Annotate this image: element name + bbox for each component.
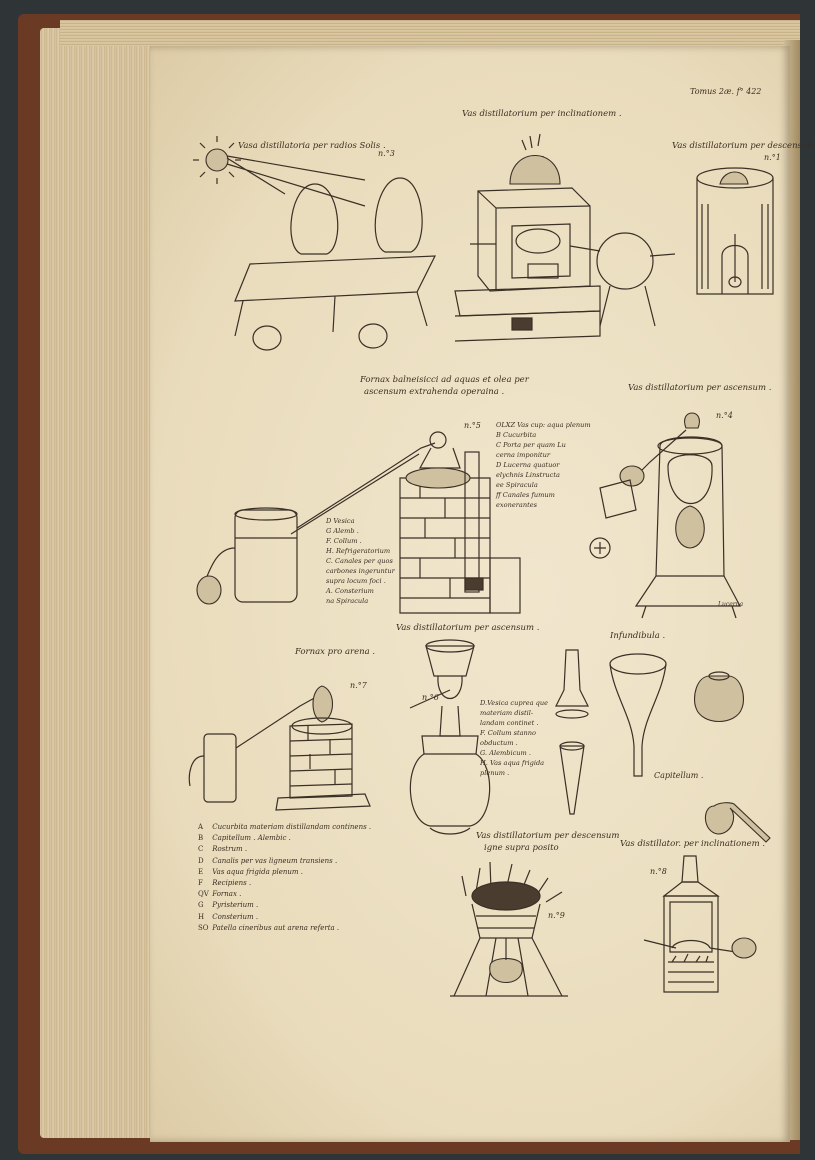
fig5-labels-right [496, 420, 591, 510]
alembic-parts [552, 646, 592, 846]
legend-text: Capitellum . Alembic . [212, 834, 291, 843]
fig5-label: exonerantes [496, 501, 538, 509]
legend-row [198, 889, 371, 900]
fig5-label: na Spiracula [326, 597, 369, 605]
fig4-ascent-lamp-furnace [590, 406, 780, 621]
fig5-label: G Alemb . [326, 527, 359, 535]
legend-row [198, 900, 371, 911]
legend-key: B [198, 834, 204, 843]
fig9-title-line1: Vas distillatorium per descensum [476, 831, 620, 841]
legend-list [198, 822, 371, 934]
fig8-inclination-furnace [636, 852, 776, 1002]
legend-key: C [198, 845, 204, 854]
fig9-number: n.°9 [548, 911, 565, 920]
fig5-label: carbones ingeruntur [326, 567, 395, 575]
fig4-title: Vas distillatorium per ascensum . [628, 383, 772, 393]
fig4-number: n.°4 [716, 411, 733, 420]
capitellum-label: Capitellum . [654, 771, 704, 780]
fig5-labels-left [326, 516, 395, 606]
sun-icon [206, 149, 228, 171]
page-top-edge [60, 20, 800, 46]
fig5-label: A. Consterium [326, 587, 374, 595]
legend-text: Pyristerium . [212, 901, 259, 910]
legend-text: Canalis per vas ligneum transiens . [212, 856, 338, 865]
legend-text: Cucurbita materiam distillandam continens . [212, 823, 372, 831]
fig3-number: n.°3 [378, 149, 395, 158]
fig5-number: n.°5 [464, 421, 481, 430]
fig1-descent-furnace [690, 164, 780, 304]
fig6-label: materiam distil- [480, 709, 534, 717]
fig5-label: D Lucerna quatuor [496, 461, 560, 469]
funnels-figure [606, 646, 781, 846]
fig6-number: n.°6 [422, 693, 439, 702]
fig5-label: ff Canales fumum [496, 491, 555, 499]
fig7-sand-furnace [180, 666, 385, 811]
fig5-label: F. Collum . [326, 537, 362, 545]
page-header: Tomus 2æ. f° 422 [690, 87, 762, 96]
fig5-title-line1: Fornax balneisicci ad aquas et olea per [360, 375, 529, 385]
fig7-number: n.°7 [350, 681, 367, 690]
fig2-title: Vas distillatorium per inclinationem . [462, 109, 622, 119]
legend-key: QV [198, 890, 209, 899]
fig6-copper-still [400, 636, 490, 836]
legend-text: Fornax . [212, 890, 242, 899]
legend-text: Patella cineribus aut arena referta . [212, 923, 340, 932]
fig5-label: B Cucurbita [496, 431, 537, 439]
fig6-label: plenum . [480, 769, 510, 777]
fig5-label: C. Canales per quos [326, 557, 393, 565]
legend-key: D [198, 856, 204, 865]
legend-text: Rostrum . [212, 845, 248, 854]
fig1-title: Vas distillatorium per descensum [672, 141, 815, 151]
page-edges [40, 28, 158, 1138]
legend-key: H [198, 912, 205, 921]
infundibula-title: Infundibula . [610, 631, 666, 641]
fig5-label: supra locum foci . [326, 577, 386, 585]
fig2-inclination-furnace [450, 136, 675, 336]
fig9-title-line2: igne supra posito [484, 843, 559, 853]
fig5-label: OLXZ Vas cup: aqua plenum [496, 421, 591, 429]
legend-text: Recipiens . [212, 879, 252, 888]
fig7-title: Fornax pro arena . [295, 647, 376, 657]
legend-row [198, 856, 371, 867]
fig8-number: n.°8 [650, 867, 667, 876]
fig6-label: landam continet . [480, 719, 539, 727]
fig3-title: Vasa distillatoria per radios Solis . [238, 141, 386, 151]
legend-row [198, 878, 371, 889]
legend-text: Vas aqua frigida plenum . [212, 867, 303, 876]
fig9-fire-above-still [446, 856, 576, 1006]
legend-row [198, 833, 371, 844]
fig5-label: D Vesica [326, 517, 355, 525]
legend-row [198, 923, 371, 934]
fig5-title-line2: ascensum extrahenda operaina . [364, 387, 505, 397]
fig1-number: n.°1 [764, 153, 781, 162]
legend-row [198, 822, 371, 833]
fig5-label: ee Spiracula [496, 481, 538, 489]
fig6-label: F. Collum stanno [480, 729, 536, 737]
fig6-labels [480, 698, 548, 778]
fig5-label: elychnis Linstructa [496, 471, 560, 479]
fig3-sun-distillation [195, 136, 440, 316]
fig6-label: H. Vas aqua frigida [480, 759, 545, 767]
fig5-label: H. Refrigeratorium [326, 547, 391, 555]
legend-row [198, 867, 371, 878]
legend-row [198, 844, 371, 855]
legend-key: A [198, 823, 204, 831]
fig6-label: G. Alembicum . [480, 749, 531, 757]
legend-row [198, 912, 371, 923]
fig5-label: C Porta per quam Lu [496, 441, 566, 449]
fig6-label: obductum . [480, 739, 518, 747]
engraved-page [150, 46, 815, 1142]
legend-key: G [198, 901, 204, 910]
legend-key: SO [198, 923, 209, 932]
legend-key: E [198, 867, 204, 876]
legend-key: F [198, 879, 203, 888]
fig4-lamp-label: Lucerna [718, 601, 744, 608]
fig6-title: Vas distillatorium per ascensum . [396, 623, 540, 633]
legend-text: Consterium . [212, 912, 259, 921]
fig6-label: D.Vesica cuprea que [480, 699, 549, 707]
fig5-label: cerna imponitur [496, 451, 550, 459]
fig8-title: Vas distillator. per inclinationem . [620, 839, 766, 849]
